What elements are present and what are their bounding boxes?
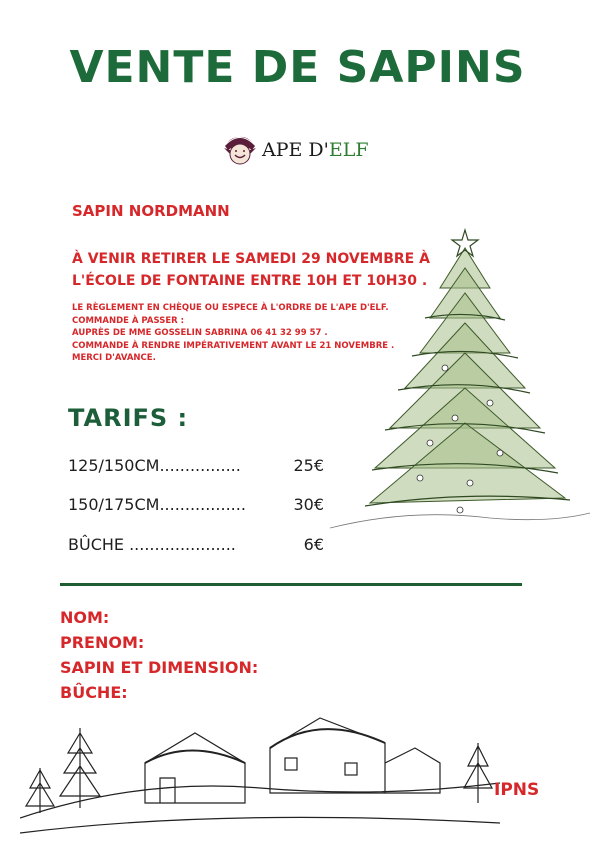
form-label-nom: NOM:: [60, 608, 110, 627]
note-line: COMMANDE À RENDRE IMPÉRATIVEMENT AVANT LE 21 NOVEMBRE .: [72, 340, 395, 351]
price-label: BÛCHE .....................: [68, 535, 236, 554]
house-icon: [385, 748, 440, 793]
winter-village-illustration: [20, 708, 500, 838]
ape-delf-logo: [222, 130, 369, 170]
pickup-line: À VENIR RETIRER LE SAMEDI 29 NOVEMBRE À: [72, 251, 430, 267]
logo-text: [262, 139, 369, 161]
price-row: [68, 535, 324, 554]
house-icon: [145, 733, 245, 803]
price-value: 30€: [293, 495, 324, 514]
tarifs-heading: TARIFS :: [68, 404, 189, 432]
tree-icon: [60, 728, 100, 808]
price-row: [68, 456, 324, 475]
price-value: 25€: [293, 456, 324, 475]
price-value: 6€: [303, 535, 324, 554]
section-divider: [60, 583, 522, 586]
ipns-label: IPNS: [494, 780, 540, 800]
price-label: 125/150CM................: [68, 456, 241, 475]
page-title: VENTE DE SAPINS: [69, 42, 526, 93]
product-name: SAPIN NORDMANN: [72, 202, 230, 220]
note-line: COMMANDE À PASSER :: [72, 315, 185, 326]
note-line: LE RÈGLEMENT EN CHÈQUE OU ESPECE À L'ORDRE DE L'APE D'ELF.: [72, 303, 389, 313]
form-label-buche: BÛCHE:: [60, 683, 128, 702]
price-row: [68, 495, 324, 514]
logo-text-elf: ELF: [328, 139, 369, 161]
pickup-line: L'ÉCOLE DE FONTAINE ENTRE 10H ET 10H30 .: [72, 273, 428, 289]
tree-icon: [26, 768, 54, 813]
tree-icon: [464, 743, 492, 803]
note-line: MERCI D'AVANCE.: [72, 353, 156, 363]
form-label-sapin: SAPIN ET DIMENSION:: [60, 658, 259, 677]
elf-face-icon: [222, 132, 258, 168]
note-line: AUPRÈS DE MME GOSSELIN SABRINA 06 41 32 99 57 .: [72, 328, 328, 338]
price-label: 150/175CM.................: [68, 495, 246, 514]
christmas-tree-illustration: [330, 228, 590, 538]
logo-text-ape: APE D': [262, 139, 329, 161]
form-label-prenom: PRENOM:: [60, 633, 145, 652]
